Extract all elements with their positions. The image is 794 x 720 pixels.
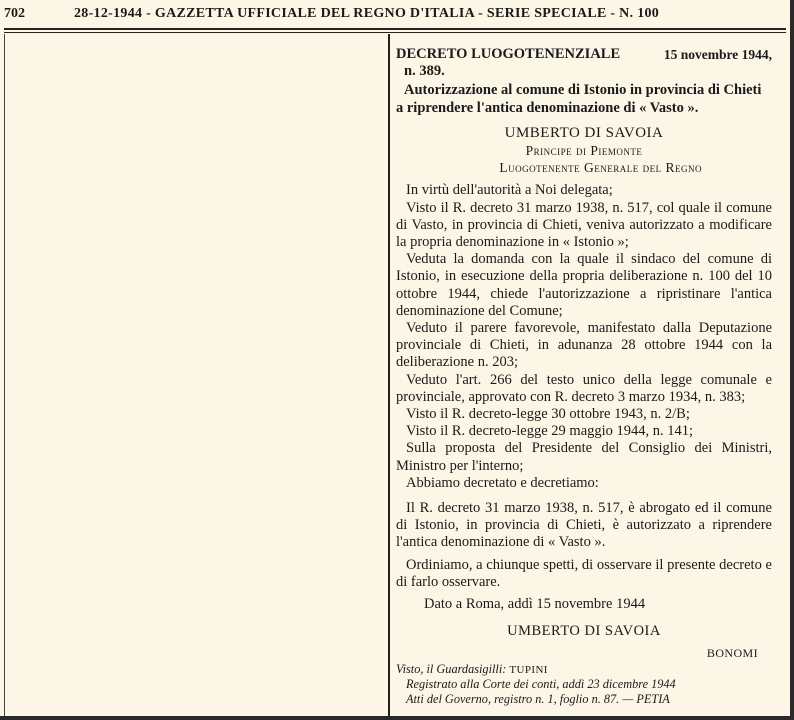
header-rule [4, 28, 786, 30]
header-rule-thin [4, 32, 786, 33]
decree-title: DECRETO LUOGOTENENZIALE [396, 46, 621, 62]
registration-line-1 [396, 677, 772, 692]
recital: Sulla proposta del Presidente del Consiglio dei Ministri, Ministro per l'interno; [396, 440, 772, 474]
left-border [4, 34, 5, 716]
sovereign-title-1: Principe di Piemonte [525, 143, 643, 159]
sovereign-name: UMBERTO DI SAVOIA [504, 124, 664, 141]
decree-heading [396, 46, 772, 63]
recital: Visto il R. decreto-legge 29 maggio 1944, n. 141; [406, 423, 694, 440]
decree-subject: Autorizzazione al comune di Istonio in provincia di Chieti a riprendere l'antica denominazione di « Vasto ». [396, 82, 762, 116]
running-title: 28-12-1944 - GAZZETTA UFFICIALE DEL REGNO D'ITALIA - SERIE SPECIALE - N. 100 [74, 6, 660, 21]
recital: Veduto l'art. 266 del testo unico della legge comunale e provinciale, approvato con R. decreto 3 marzo 1934, n. 383; [396, 371, 772, 405]
visto-line [396, 662, 772, 678]
enacting-formula: Abbiamo decretato e decretiamo: [406, 474, 599, 491]
decree-number: n. 389. [404, 63, 445, 80]
visto-label: Visto, il Guardasigilli: [396, 661, 507, 676]
registration-text-2: Atti del Governo, registro n. 1, foglio n. 87. — PETIA [406, 691, 670, 706]
page-header [4, 6, 784, 26]
article-text: Il R. decreto 31 marzo 1938, n. 517, è abrogato ed il comune di Istonio, in provincia di Chieti, è autorizzato a riprendere l'antica denominazione di « Vasto ». [396, 500, 772, 551]
registration-line-2 [396, 692, 772, 707]
recital: Visto il R. decreto 31 marzo 1938, n. 517, col quale il comune di Vasto, in provincia di Chieti, veniva autorizzato a modificare la propria denominazione in « Istonio »; [396, 199, 772, 251]
right-column [396, 46, 772, 706]
recital: Visto il R. decreto-legge 30 ottobre 1943, n. 2/B; [406, 406, 690, 423]
recital: In virtù dell'autorità a Noi delegata; [406, 182, 613, 199]
given-at: Dato a Roma, addì 15 novembre 1944 [424, 596, 646, 613]
decree-date: 15 novembre 1944, [663, 47, 772, 62]
column-divider [388, 34, 390, 716]
registration-text-1: Registrato alla Corte dei conti, addì 23 dicembre 1944 [406, 677, 676, 692]
page-number: 702 [4, 6, 25, 21]
visto-name: TUPINI [509, 663, 548, 676]
countersignature: BONOMI [706, 645, 758, 660]
recital: Veduto il parere favorevole, manifestato dalla Deputazione provinciale di Chieti, in adunanza 28 ottobre 1944 con la deliberazione n. 203; [396, 320, 772, 371]
recital: Veduta la domanda con la quale il sindaco del comune di Istonio, in esecuzione della propria deliberazione n. 100 del 10 ottobre 1944, chiede l'autorizzazione a ripristinare l'antica denominazione del Comune; [396, 251, 772, 319]
order-clause: Ordiniamo, a chiunque spetti, di osservare il presente decreto e di farlo osservare. [396, 556, 772, 590]
sovereign-title-2: Luogotenente Generale del Regno [499, 160, 702, 176]
signature: UMBERTO DI SAVOIA [507, 623, 661, 640]
